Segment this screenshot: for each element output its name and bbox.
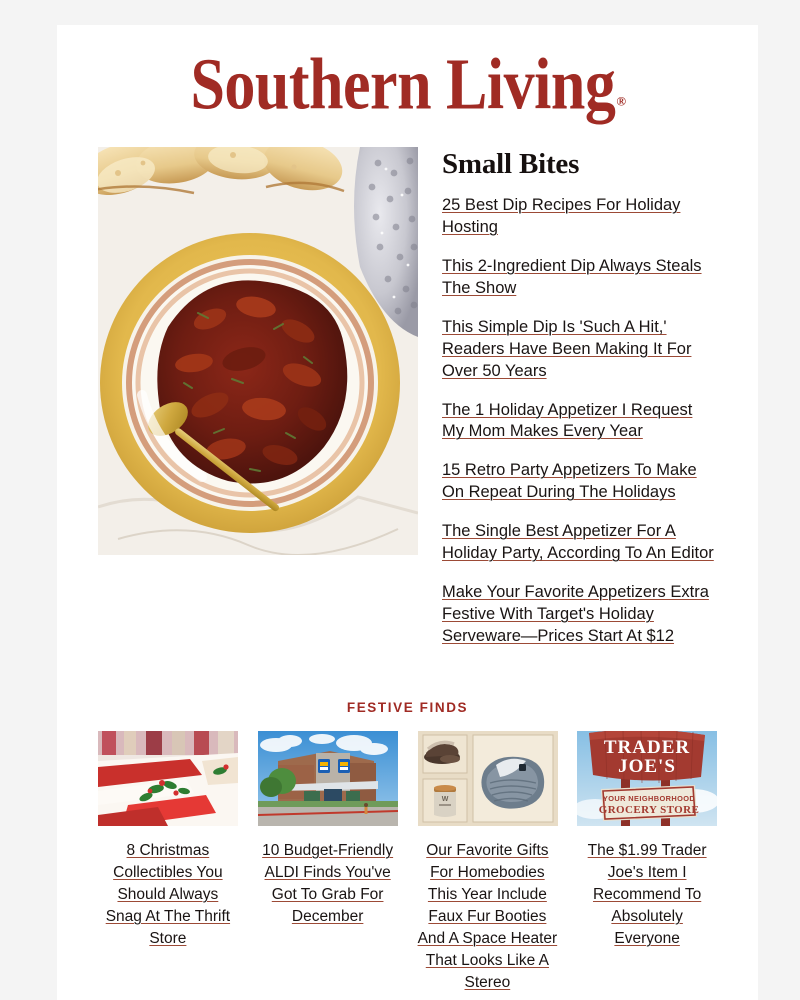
trader-joes-sign-image[interactable] (577, 731, 717, 826)
blanket-shape (481, 757, 544, 809)
christmas-linens-illustration (98, 731, 238, 826)
dip-bowl-illustration (98, 147, 418, 555)
page-title: Small Bites (442, 148, 580, 181)
festive-card-2-link[interactable]: 10 Budget-Friendly ALDI Finds You've Got To Grab For December (262, 841, 394, 925)
aldi-storefront-image[interactable] (258, 731, 398, 826)
story-link-1[interactable]: 25 Best Dip Recipes For Holiday Hosting (442, 195, 681, 236)
story-link-2[interactable]: This 2-Ingredient Dip Always Steals The Show (442, 256, 702, 297)
story-link-7[interactable]: Make Your Favorite Appetizers Extra Festive With Target's Holiday Serveware—Prices Start At $12 (442, 583, 709, 646)
list-item (442, 317, 716, 383)
story-link-3[interactable]: This Simple Dip Is 'Such A Hit,' Readers Have Been Making It For Over 50 Years (442, 317, 692, 380)
list-item (442, 256, 716, 300)
aldi-storefront-illustration (258, 731, 398, 826)
festive-card-1-link[interactable]: 8 Christmas Collectibles You Should Always Snag At The Thrift Store (105, 841, 231, 947)
newsletter-card (57, 25, 758, 1000)
trader-joes-sign-illustration (577, 731, 717, 826)
festive-card-2 (258, 731, 398, 928)
festive-card-3 (418, 731, 558, 994)
svg-text:W: W (441, 795, 448, 803)
story-link-6[interactable]: The Single Best Appetizer For A Holiday Party, According To An Editor (442, 522, 714, 563)
festive-card-3-link[interactable]: Our Favorite Gifts For Homebodies This Year Include Faux Fur Booties And A Space Heater That Looks Like A Stereo (417, 841, 558, 991)
svg-text:YOUR NEIGHBORHOOD: YOUR NEIGHBORHOOD (603, 793, 696, 803)
masthead (57, 25, 758, 132)
small-bites-column (442, 147, 716, 648)
festive-finds-row (57, 731, 758, 994)
christmas-linens-image[interactable] (98, 731, 238, 826)
candle-shape (434, 785, 456, 817)
homebody-gifts-image[interactable] (418, 731, 558, 826)
list-item (442, 582, 716, 648)
festive-card-1 (98, 731, 238, 950)
list-item (442, 195, 716, 239)
story-link-4[interactable]: The 1 Holiday Appetizer I Request My Mom Makes Every Year (442, 400, 693, 441)
southern-living-logo[interactable] (190, 44, 626, 126)
hero-section (57, 132, 758, 648)
gold-bowl (100, 233, 400, 533)
festive-card-4 (577, 731, 717, 950)
story-link-5[interactable]: 15 Retro Party Appetizers To Make On Repeat During The Holidays (442, 461, 697, 502)
list-item (442, 400, 716, 444)
registered-trademark-icon: ® (616, 93, 626, 109)
small-bites-link-list (442, 195, 716, 648)
festive-finds-heading: FESTIVE FINDS (346, 699, 469, 715)
list-item (442, 521, 716, 565)
hero-image[interactable] (98, 147, 418, 555)
homebody-gifts-collage-illustration (418, 731, 558, 826)
svg-text:TRADER: TRADER (604, 736, 691, 758)
list-item (442, 460, 716, 504)
logo-text: Southern Living (190, 44, 616, 126)
svg-text:JOE'S: JOE'S (618, 755, 677, 777)
festive-card-4-link[interactable]: The $1.99 Trader Joe's Item I Recommend To Absolutely Everyone (587, 841, 707, 947)
svg-text:GROCERY STORE: GROCERY STORE (599, 803, 700, 816)
